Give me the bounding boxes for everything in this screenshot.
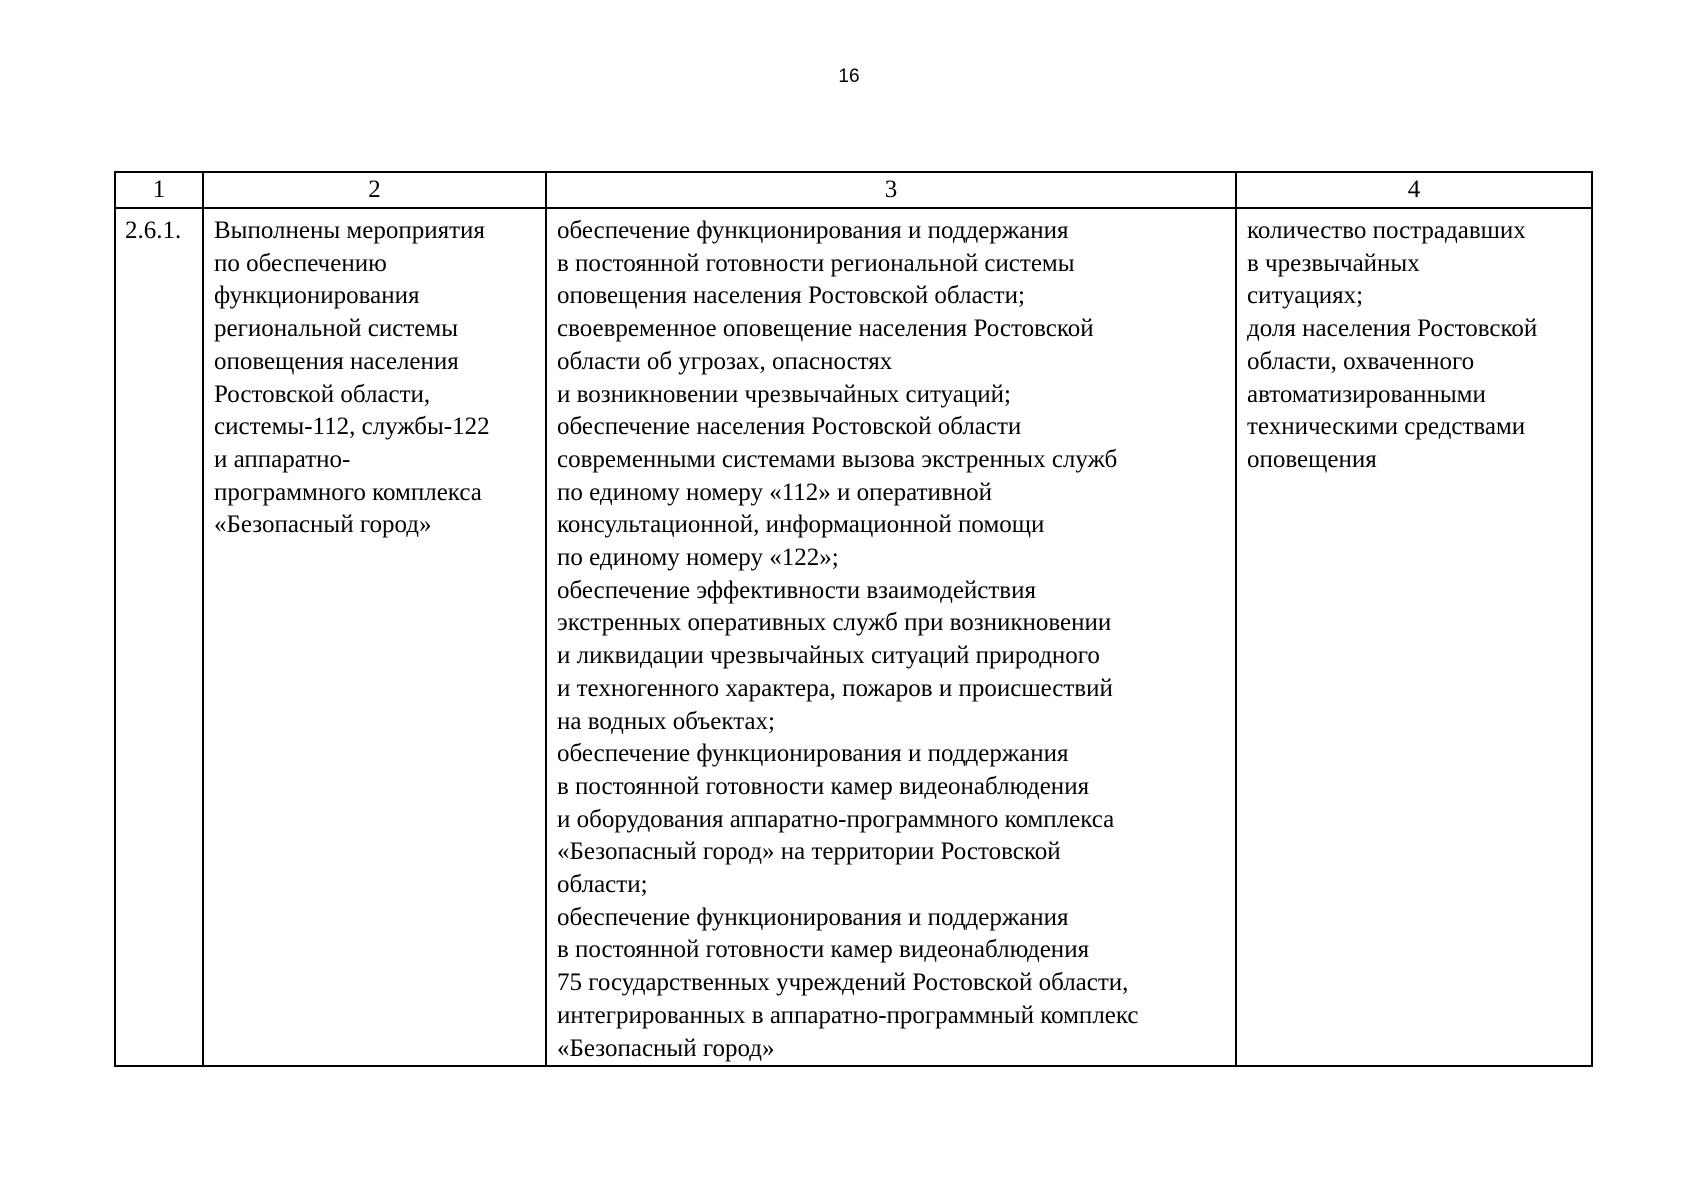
results-line: по единому номеру «112» и оперативной	[557, 478, 992, 506]
results-line: области;	[557, 871, 648, 899]
results-line: и возникновении чрезвычайных ситуаций;	[557, 380, 1011, 408]
row-number-cell	[115, 208, 203, 1066]
indicators-line: ситуациях;	[1247, 282, 1364, 310]
results-line: по единому номеру «122»;	[557, 544, 839, 572]
results-line: и оборудования аппаратно-программного комплекса	[557, 805, 1115, 833]
measure-line: региональной системы	[214, 315, 459, 343]
results-line: и ликвидации чрезвычайных ситуаций природного	[557, 642, 1100, 670]
column-header-4: 4	[1236, 172, 1592, 208]
indicators-line: автоматизированными	[1247, 380, 1486, 408]
results-cell	[546, 208, 1236, 1066]
table-row	[115, 208, 1592, 1066]
results-line: в постоянной готовности региональной системы	[557, 249, 1075, 277]
column-header-3: 3	[546, 172, 1236, 208]
measure-line: по обеспечению	[214, 249, 387, 277]
results-line: обеспечение функционирования и поддержания	[557, 740, 1069, 768]
results-line: на водных объектах;	[557, 707, 775, 735]
measure-line: программного комплекса	[214, 478, 482, 506]
results-line: экстренных оперативных служб при возникновении	[557, 609, 1112, 637]
measure-line: «Безопасный город»	[214, 511, 432, 539]
indicators-line: в чрезвычайных	[1247, 249, 1420, 277]
measure-line: системы-112, службы-122	[214, 413, 490, 441]
results-line: обеспечение населения Ростовской области	[557, 413, 1022, 441]
results-line: современными системами вызова экстренных служб	[557, 445, 1118, 473]
results-line: своевременное оповещение населения Ростовской	[557, 315, 1094, 343]
results-line: консультационной, информационной помощи	[557, 511, 1045, 539]
indicators-line: доля населения Ростовской	[1247, 315, 1538, 343]
results-line: оповещения населения Ростовской области;	[557, 282, 1025, 310]
indicators-line: области, охваченного	[1247, 347, 1475, 375]
results-line: и техногенного характера, пожаров и происшествий	[557, 674, 1113, 702]
indicators-line: количество пострадавших	[1247, 217, 1526, 244]
indicators-line: техническими средствами	[1247, 413, 1526, 441]
measures-table	[114, 171, 1593, 1067]
results-line: обеспечение эффективности взаимодействия	[557, 576, 1036, 604]
results-line: «Безопасный город» на территории Ростовской	[557, 838, 1061, 866]
measure-line: оповещения населения	[214, 347, 459, 375]
page-number: 16	[838, 66, 860, 87]
column-header-2: 2	[203, 172, 546, 208]
measure-line: Выполнены мероприятия	[214, 217, 485, 244]
results-line: обеспечение функционирования и поддержания	[557, 903, 1069, 931]
indicators-cell	[1236, 208, 1592, 1066]
results-line: в постоянной готовности камер видеонаблюдения	[557, 936, 1090, 964]
results-line: интегрированных в аппаратно-программный комплекс	[557, 1001, 1139, 1029]
indicators-line: оповещения	[1247, 445, 1377, 473]
results-line: области об угрозах, опасностях	[557, 347, 893, 375]
column-header-1: 1	[115, 172, 203, 208]
results-line: в постоянной готовности камер видеонаблюдения	[557, 772, 1090, 800]
results-line: «Безопасный город»	[557, 1034, 775, 1062]
table-header-row	[115, 172, 1592, 208]
measure-line: и аппаратно-	[214, 445, 351, 473]
measure-cell	[203, 208, 546, 1066]
measure-line: Ростовской области,	[214, 380, 431, 408]
results-line: обеспечение функционирования и поддержания	[557, 217, 1069, 244]
measure-line: функционирования	[214, 282, 420, 310]
results-line: 75 государственных учреждений Ростовской области,	[557, 969, 1129, 997]
row-number: 2.6.1.	[125, 217, 182, 244]
